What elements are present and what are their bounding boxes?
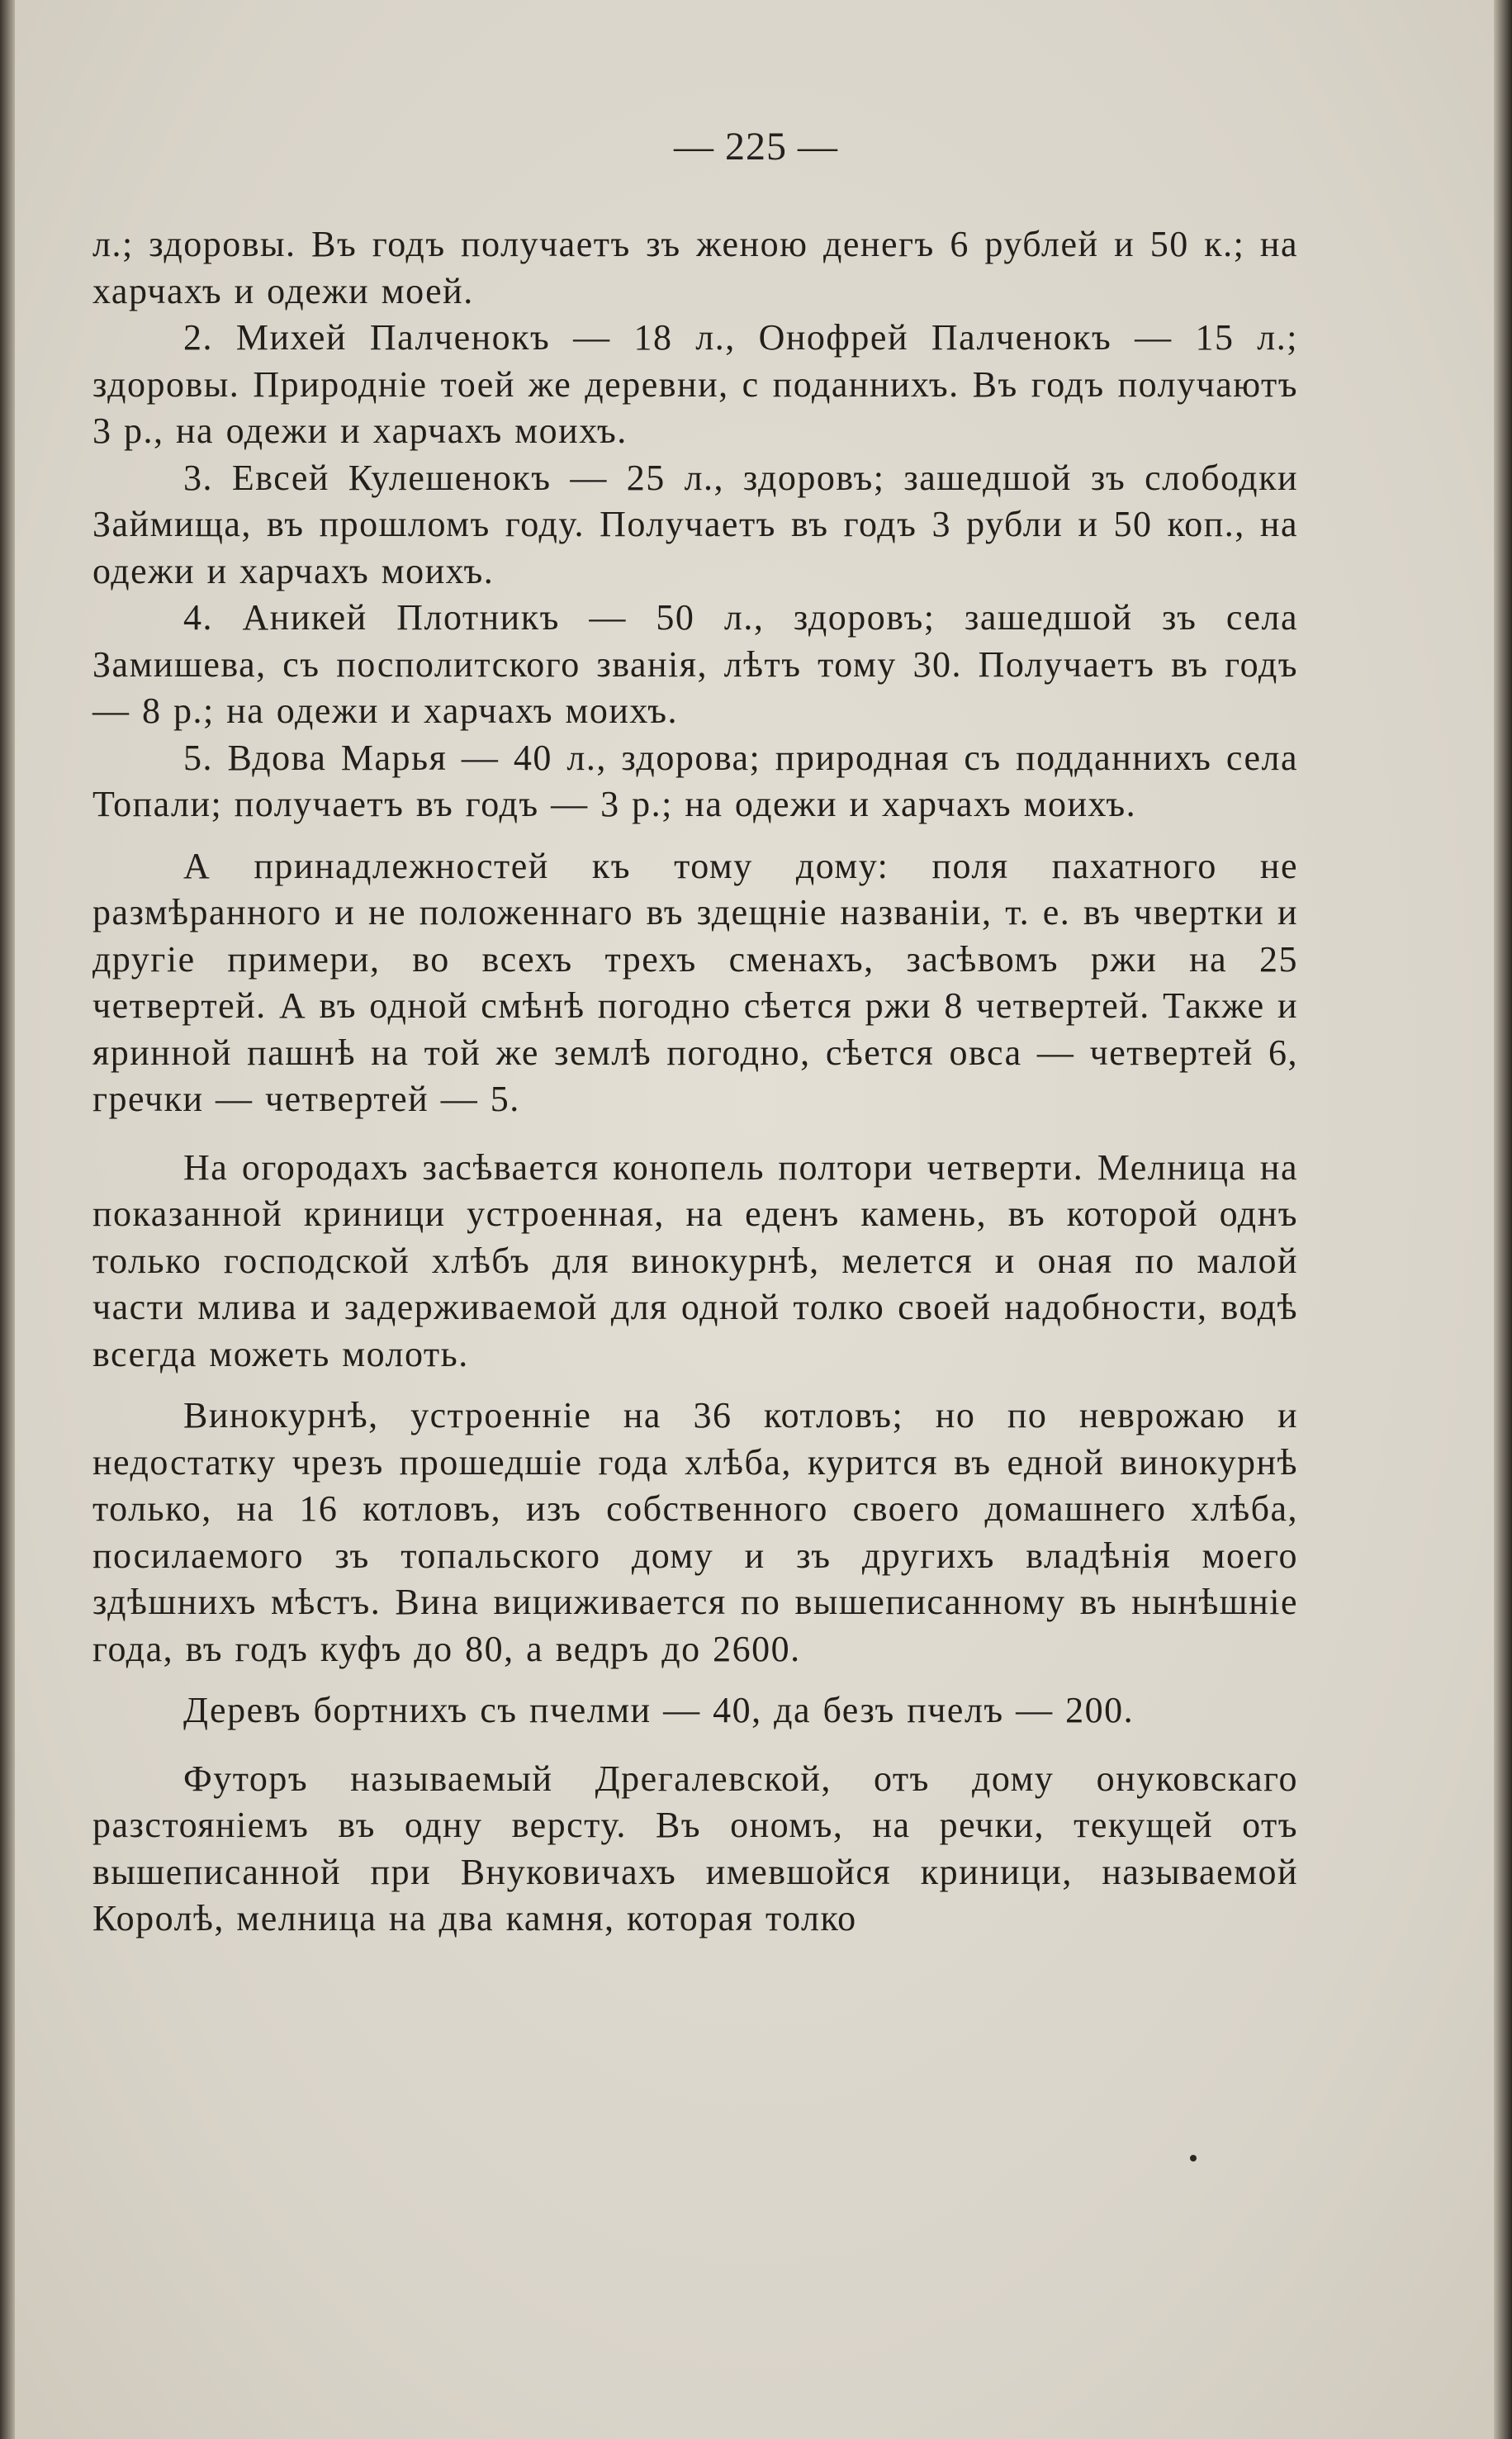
paragraph-item-4: 4. Аникей Плотникъ — 50 л., здоровъ; зашедшой зъ села Замишева, съ посполитского званія, лѣтъ тому 30. Получаетъ въ годъ — 8 р.; на одежи и харчахъ моихъ. [92, 597, 1298, 731]
paragraph-gardens-mill: На огородахъ засѣвается конопель полтори четверти. Мелница на показанной криници устроенная, на еденъ камень, въ которой однъ только господской хлѣбъ для винокурнѣ, мелется и оная по малой части млива и задерживаемой для одной толко своей надобности, водѣ всегда можеть молоть. [92, 1146, 1298, 1374]
paragraph-farmstead: Футоръ называемый Дрегалевской, отъ дому онуковскаго разстояніемъ въ одну версту. Въ ономъ, на речки, текущей отъ вышеписанной при Внуковичахъ имевшойся криници, называемой Королѣ, мелница на два камня, которая толко [92, 1758, 1298, 1938]
paragraph-belongings: А принадлежностей къ тому дому: поля пахатного не размѣранного и не положеннаго въ здещніе названіи, т. е. въ чвертки и другіе примери, во всехъ трехъ сменахъ, засѣвомъ ржи на 25 четвертей. А въ одной смѣнѣ погодно сѣется ржи 8 четвертей. Также и яринной пашнѣ на той же землѣ погодно, сѣется овса — четвертей 6, гречки — четвертей — 5. [92, 845, 1298, 1119]
body-text [92, 221, 1298, 1943]
paragraph-distillery: Винокурнѣ, устроенніе на 36 котловъ; но по неврожаю и недостатку чрезъ прошедшіе года хлѣба, курится въ едной винокурнѣ только, на 16 котловъ, изъ собственного своего домашнего хлѣба, посилаемого зъ топальского дому и зъ другихъ владѣнія моего здѣшнихъ мѣстъ. Вина вициживается по вышеписанному въ нынѣшніе года, въ годъ куфъ до 80, а ведръ до 2600. [92, 1395, 1298, 1669]
ink-speck [1190, 2155, 1197, 2161]
page-edge-shadow-left [0, 0, 15, 2439]
paragraph-item-5: 5. Вдова Марья — 40 л., здорова; природная съ подданнихъ села Топали; получаетъ въ годъ — 3 р.; на одежи и харчахъ моихъ. [92, 737, 1298, 824]
paragraph-continuation: л.; здоровы. Въ годъ получаетъ зъ женою денегъ 6 рублей и 50 к.; на харчахъ и одежи моей. [92, 224, 1298, 311]
page-edge-shadow-right [1494, 0, 1512, 2439]
paragraph-item-3: 3. Евсей Кулешенокъ — 25 л., здоровъ; зашедшой зъ слободки Займища, въ прошломъ году. Получаетъ въ годъ 3 рубли и 50 коп., на одежи и харчахъ моихъ. [92, 457, 1298, 591]
page-number: — 225 — [674, 125, 838, 168]
paragraph-beehives: Деревъ бортнихъ съ пчелми — 40, да безъ пчелъ — 200. [183, 1690, 1135, 1730]
paragraph-item-2: 2. Михей Палченокъ — 18 л., Онофрей Палченокъ — 15 л.; здоровы. Природніе тоей же деревни, с поданнихъ. Въ годъ получаютъ 3 р., на одежи и харчахъ моихъ. [92, 317, 1298, 451]
